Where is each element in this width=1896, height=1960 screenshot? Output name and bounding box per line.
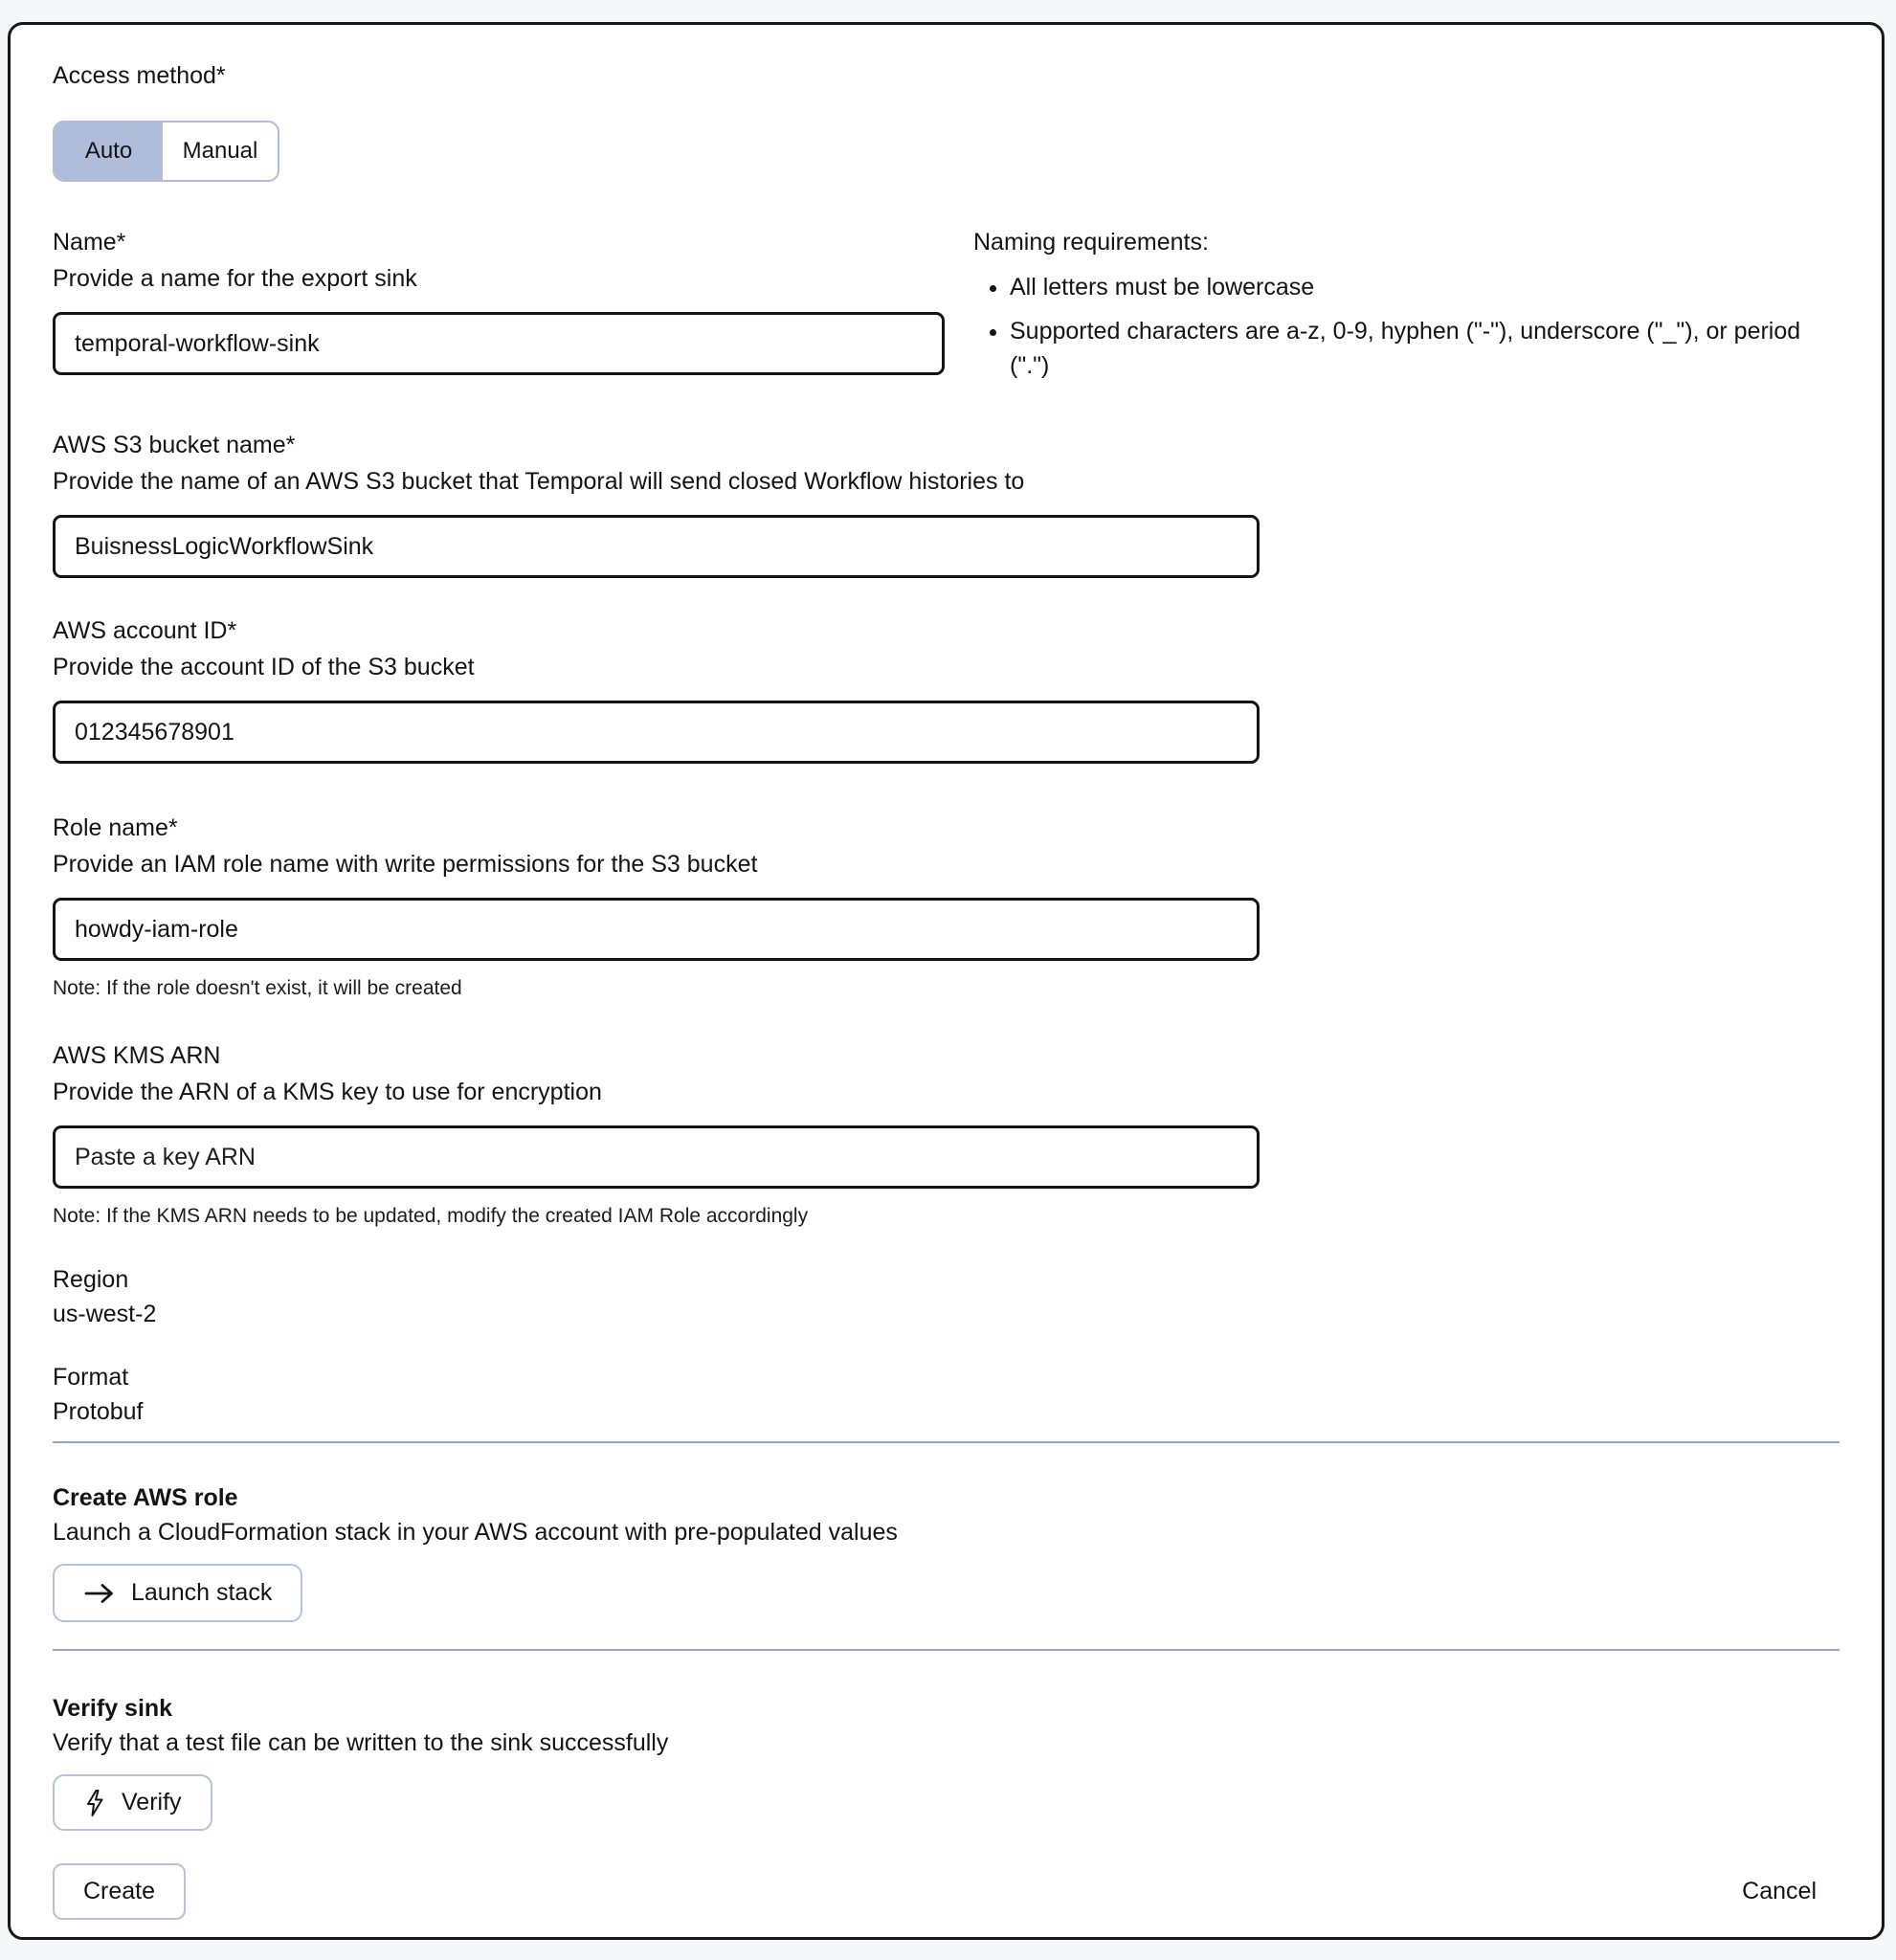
role-name-description: Provide an IAM role name with write permissions for the S3 bucket [53, 851, 758, 878]
format-label: Format [53, 1364, 129, 1391]
name-and-requirements-row [53, 228, 1840, 392]
create-aws-role-section [53, 1483, 1840, 1649]
name-field-group [53, 228, 945, 392]
name-label: Name* [53, 229, 126, 256]
arrow-right-icon [83, 1581, 116, 1606]
create-button[interactable] [53, 1863, 186, 1920]
role-name-field-group [53, 813, 1840, 1001]
cancel-link[interactable]: Cancel [1742, 1878, 1817, 1904]
create-aws-role-title: Create AWS role [53, 1484, 238, 1511]
access-method-toggle [53, 121, 279, 182]
access-method-option-manual-label: Manual [182, 138, 258, 164]
kms-arn-description: Provide the ARN of a KMS key to use for encryption [53, 1079, 602, 1105]
account-id-description: Provide the account ID of the S3 bucket [53, 654, 475, 680]
format-group [53, 1363, 1840, 1426]
verify-sink-title: Verify sink [53, 1695, 173, 1722]
create-button-label: Create [83, 1878, 156, 1904]
s3-bucket-description: Provide the name of an AWS S3 bucket that Temporal will send closed Workflow histories to [53, 468, 1025, 495]
region-value: us-west-2 [53, 1301, 157, 1327]
format-value: Protobuf [53, 1398, 144, 1425]
role-name-label: Role name* [53, 814, 178, 841]
kms-arn-input[interactable] [53, 1125, 1260, 1189]
s3-bucket-field-group [53, 431, 1840, 578]
s3-bucket-input[interactable] [53, 515, 1260, 578]
naming-requirement-item: • All letters must be lowercase [1010, 270, 1840, 304]
name-input[interactable] [53, 312, 945, 375]
account-id-field-group [53, 616, 1840, 764]
account-id-input[interactable] [53, 701, 1260, 764]
form-footer [53, 1863, 1840, 1920]
region-label: Region [53, 1266, 129, 1293]
verify-sink-section [53, 1694, 1840, 1863]
name-description: Provide a name for the export sink [53, 265, 417, 292]
verify-sink-description: Verify that a test file can be written to the sink successfully [53, 1729, 669, 1756]
lightning-icon [83, 1789, 106, 1817]
create-aws-role-description: Launch a CloudFormation stack in your AWS account with pre-populated values [53, 1519, 898, 1546]
naming-requirements [973, 228, 1840, 392]
access-method-option-manual[interactable] [163, 122, 278, 180]
verify-button[interactable] [53, 1774, 212, 1831]
naming-requirements-list [973, 270, 1840, 383]
kms-arn-label: AWS KMS ARN [53, 1042, 221, 1069]
kms-arn-note: Note: If the KMS ARN needs to be updated, modify the created IAM Role accordingly [53, 1205, 809, 1227]
access-method-label: Access method* [53, 62, 226, 89]
role-name-input[interactable] [53, 898, 1260, 961]
verify-button-label: Verify [122, 1789, 182, 1815]
section-divider [53, 1649, 1840, 1651]
export-sink-form-card [8, 22, 1885, 1940]
role-name-note: Note: If the role doesn't exist, it will be created [53, 977, 462, 999]
section-divider [53, 1441, 1840, 1443]
account-id-label: AWS account ID* [53, 617, 237, 644]
kms-arn-field-group [53, 1041, 1840, 1229]
launch-stack-button[interactable] [53, 1564, 302, 1622]
naming-requirement-item: • Supported characters are a-z, 0-9, hyphen ("-"), underscore ("_"), or period (".") [1010, 314, 1840, 383]
naming-requirements-title: Naming requirements: [973, 229, 1209, 256]
access-method-option-auto-label: Auto [84, 138, 133, 164]
access-method-option-auto[interactable] [55, 122, 163, 180]
s3-bucket-label: AWS S3 bucket name* [53, 432, 296, 458]
region-group [53, 1265, 1840, 1328]
launch-stack-button-label: Launch stack [131, 1579, 273, 1606]
